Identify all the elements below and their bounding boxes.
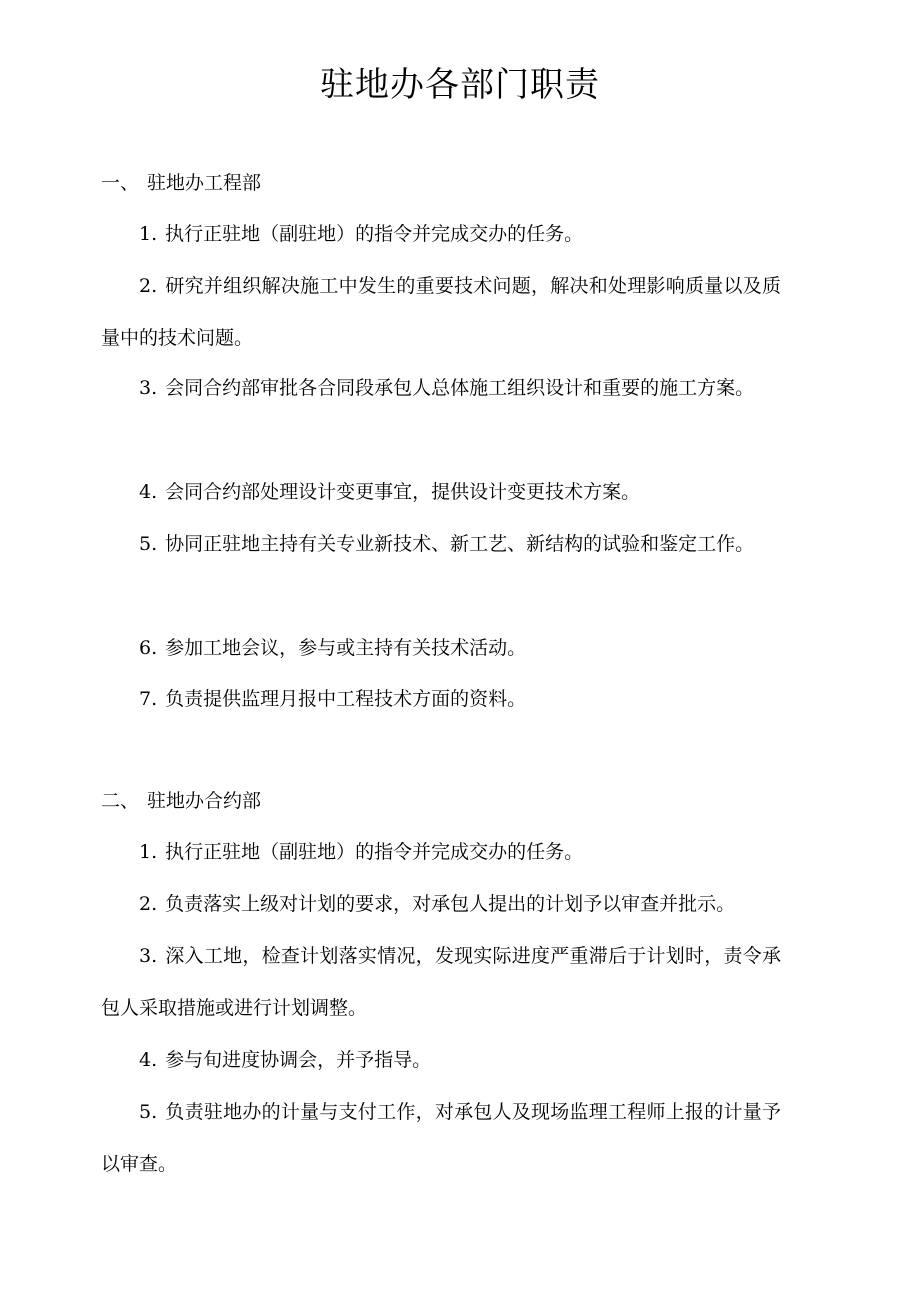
item-text: 协同正驻地主持有关专业新技术、新工艺、新结构的试验和鉴定工作。 [165,533,755,555]
section-number: 一、 [101,172,140,194]
section-heading-contract [101,788,261,814]
list-item [101,1086,781,1190]
item-text: 研究并组织解决施工中发生的重要技术问题，解决和处理影响质量以及质量中的技术问题。 [101,275,781,349]
item-text: 参与旬进度协调会，并予指导。 [165,1049,432,1071]
item-number: 4. [139,1049,158,1071]
item-number: 2. [139,275,158,297]
list-item [101,1034,781,1086]
item-text: 负责驻地办的计量与支付工作，对承包人及现场监理工程师上报的计量予以审查。 [101,1101,781,1175]
item-text: 执行正驻地（副驻地）的指令并完成交办的任务。 [165,841,584,863]
item-number: 7. [139,688,158,710]
item-text: 深入工地，检查计划落实情况，发现实际进度严重滞后于计划时，责令承包人采取措施或进行计划调整。 [101,945,781,1019]
page-title: 驻地办各部门职责 [320,65,600,105]
list-item [101,466,781,518]
item-text: 负责提供监理月报中工程技术方面的资料。 [165,688,527,710]
item-number: 3. [139,945,158,967]
list-item [101,208,781,260]
list-item [101,878,781,930]
item-number: 2. [139,893,158,915]
item-number: 1. [139,841,158,863]
item-text: 负责落实上级对计划的要求，对承包人提出的计划予以审查并批示。 [165,893,736,915]
list-item [101,518,781,570]
item-text: 参加工地会议，参与或主持有关技术活动。 [165,637,527,659]
item-number: 5. [139,533,158,555]
list-item [101,260,781,364]
item-number: 4. [139,481,158,503]
section-title: 驻地办工程部 [147,172,262,194]
item-number: 5. [139,1101,158,1123]
item-text: 会同合约部处理设计变更事宜，提供设计变更技术方案。 [165,481,641,503]
item-number: 3. [139,377,158,399]
list-item [101,826,781,878]
section-number: 二、 [101,790,140,812]
list-item [101,673,781,725]
item-number: 1. [139,223,158,245]
list-item [101,930,781,1034]
item-number: 6. [139,637,158,659]
item-text: 执行正驻地（副驻地）的指令并完成交办的任务。 [165,223,584,245]
list-item [101,622,781,674]
section-heading-engineering [101,170,261,196]
item-text: 会同合约部审批各合同段承包人总体施工组织设计和重要的施工方案。 [165,377,755,399]
section-title: 驻地办合约部 [147,790,262,812]
list-item [101,362,781,414]
